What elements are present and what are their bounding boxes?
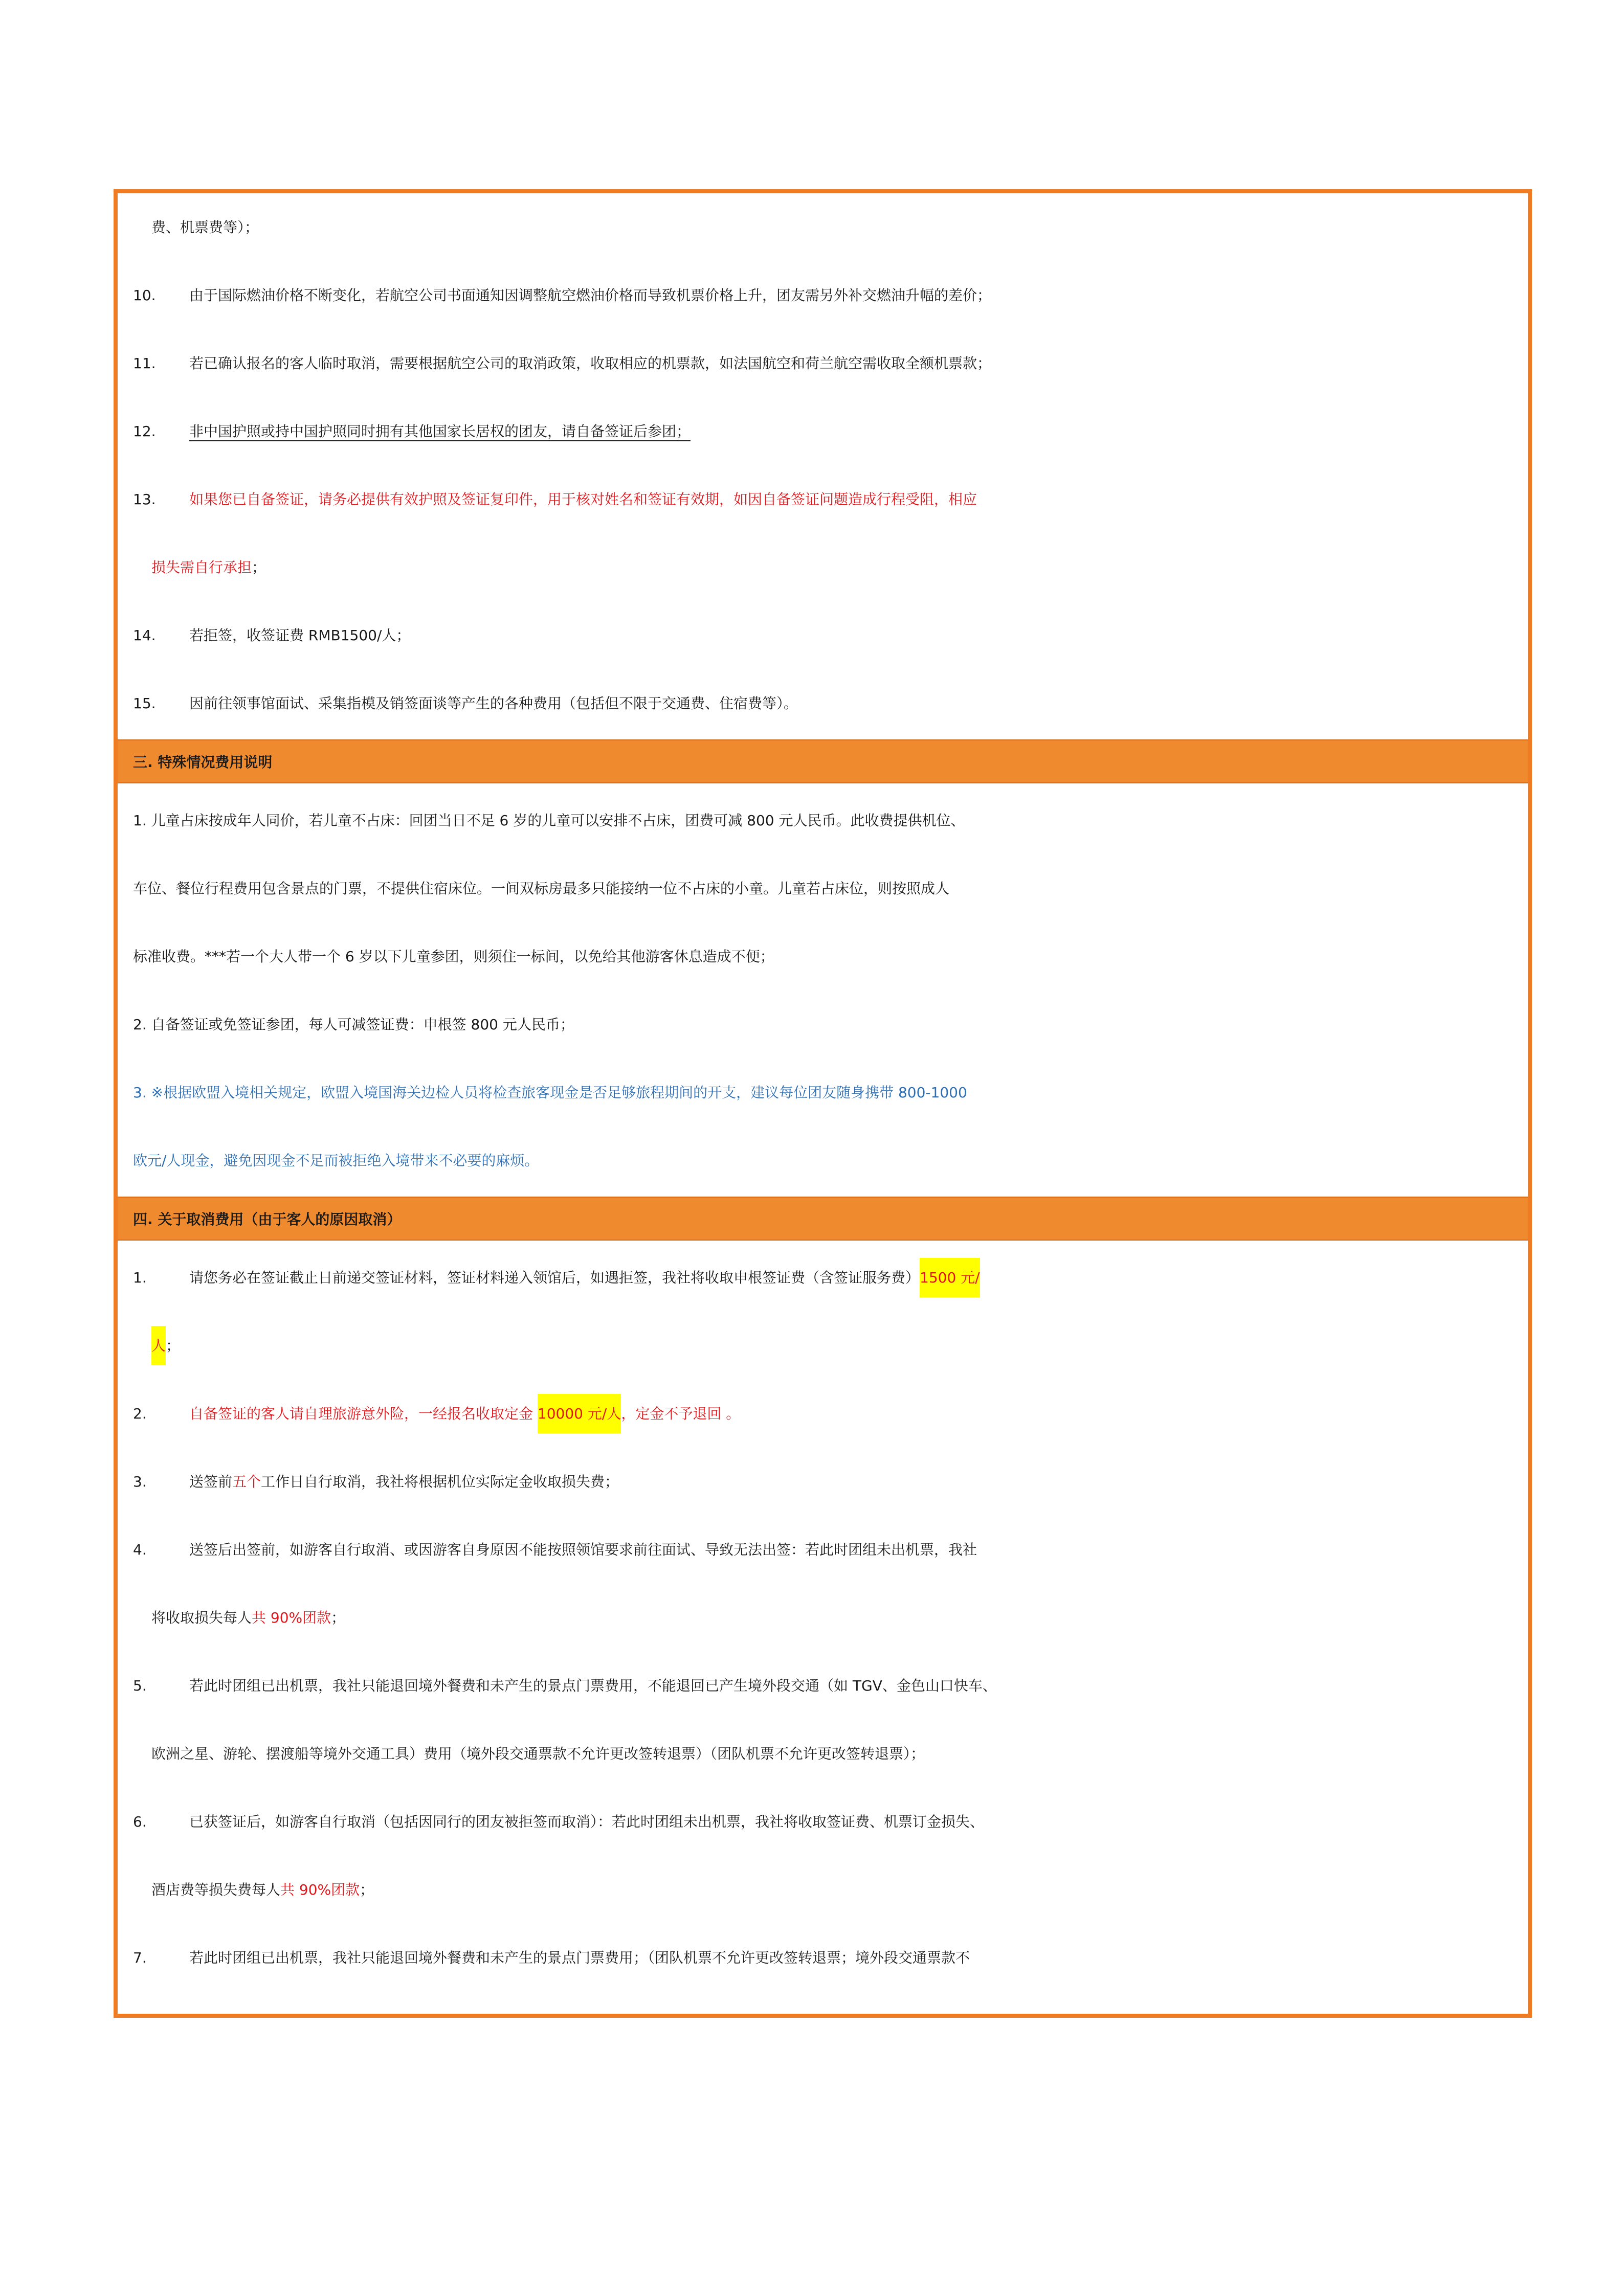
list-item: 11. 若已确认报名的客人临时取消，需要根据航空公司的取消政策，收取相应的机票款，如法国航空和荷兰航空需收取全额机票款； <box>133 355 992 372</box>
list-item-continued: 将收取损失每人共 90%团款； <box>151 1609 346 1626</box>
paragraph-line-notice: 3. ※根据欧盟入境相关规定，欧盟入境国海关边检人员将检查旅客现金是否足够旅程期间的开支，建议每位团友随身携带 800-1000 <box>133 1084 967 1101</box>
list-item: 4. 送签后出签前，如游客自行取消、或因游客自身原因不能按照领馆要求前往面试、导致无法出签：若此时团组未出机票，我社 <box>133 1541 977 1558</box>
list-item: 5. 若此时团组已出机票，我社只能退回境外餐费和未产生的景点门票费用，不能退回已产生境外段交通（如 TGV、金色山口快车、 <box>133 1677 997 1694</box>
list-item: 14. 若拒签，收签证费 RMB1500/人； <box>133 627 411 644</box>
paragraph-line: 标准收费。***若一个大人带一个 6 岁以下儿童参团，则须住一标间，以免给其他游客休息造成不便； <box>133 948 774 965</box>
list-item: 13. 如果您已自备签证，请务必提供有效护照及签证复印件，用于核对姓名和签证有效期，如因自备签证问题造成行程受阻，相应 <box>133 491 977 508</box>
paragraph-line: 1. 儿童占床按成年人同价，若儿童不占床：回团当日不足 6 岁的儿童可以安排不占床，团费可减 800 元人民币。此收费提供机位、 <box>133 812 965 829</box>
terms-frame <box>114 189 1532 2018</box>
list-item: 15. 因前往领事馆面试、采集指模及销签面谈等产生的各种费用（包括但不限于交通费、住宿费等）。 <box>133 695 798 712</box>
list-item: 7. 若此时团组已出机票，我社只能退回境外餐费和未产生的景点门票费用；（团队机票不允许更改签转退票；境外段交通票款不 <box>133 1949 970 1966</box>
section-header-special-fees: 三. 特殊情况费用说明 <box>118 739 1528 783</box>
list-item: 2. 自备签证的客人请自理旅游意外险，一经报名收取定金 10000 元/人，定金不予退回 。 <box>118 1380 1528 1448</box>
list-item-continued: 酒店费等损失费每人共 90%团款； <box>151 1881 374 1898</box>
list-item: 1. 请您务必在签证截止日前递交签证材料，签证材料递入领馆后，如遇拒签，我社将收取申根签证费（含签证服务费）1500 元/ <box>118 1244 1528 1312</box>
list-item-continued: 损失需自行承担； <box>151 559 266 576</box>
paragraph-line-notice: 欧元/人现金，避免因现金不足而被拒绝入境带来不必要的麻烦。 <box>133 1152 539 1169</box>
continued-text: 费、机票费等）； <box>151 219 259 236</box>
list-item-continued: 欧洲之星、游轮、摆渡船等境外交通工具）费用（境外段交通票款不允许更改签转退票）（团队机票不允许更改签转退票）； <box>151 1745 925 1762</box>
list-item: 3. 送签前五个工作日自行取消，我社将根据机位实际定金收取损失费； <box>133 1473 619 1490</box>
list-item: 12. 非中国护照或持中国护照同时拥有其他国家长居权的团友，请自备签证后参团； <box>133 423 691 440</box>
list-item-continued: 人； <box>118 1312 1528 1380</box>
section-header-cancellation: 四. 关于取消费用（由于客人的原因取消） <box>118 1197 1528 1241</box>
list-item: 10. 由于国际燃油价格不断变化，若航空公司书面通知因调整航空燃油价格而导致机票价格上升，团友需另外补交燃油升幅的差价； <box>133 287 992 304</box>
paragraph-line: 2. 自备签证或免签证参团，每人可减签证费：申根签 800 元人民币； <box>133 1016 574 1033</box>
list-item: 6. 已获签证后，如游客自行取消（包括因同行的团友被拒签而取消）：若此时团组未出机票，我社将收取签证费、机票订金损失、 <box>133 1813 985 1830</box>
paragraph-line: 车位、餐位行程费用包含景点的门票，不提供住宿床位。一间双标房最多只能接纳一位不占床的小童。儿童若占床位，则按照成人 <box>133 880 950 897</box>
